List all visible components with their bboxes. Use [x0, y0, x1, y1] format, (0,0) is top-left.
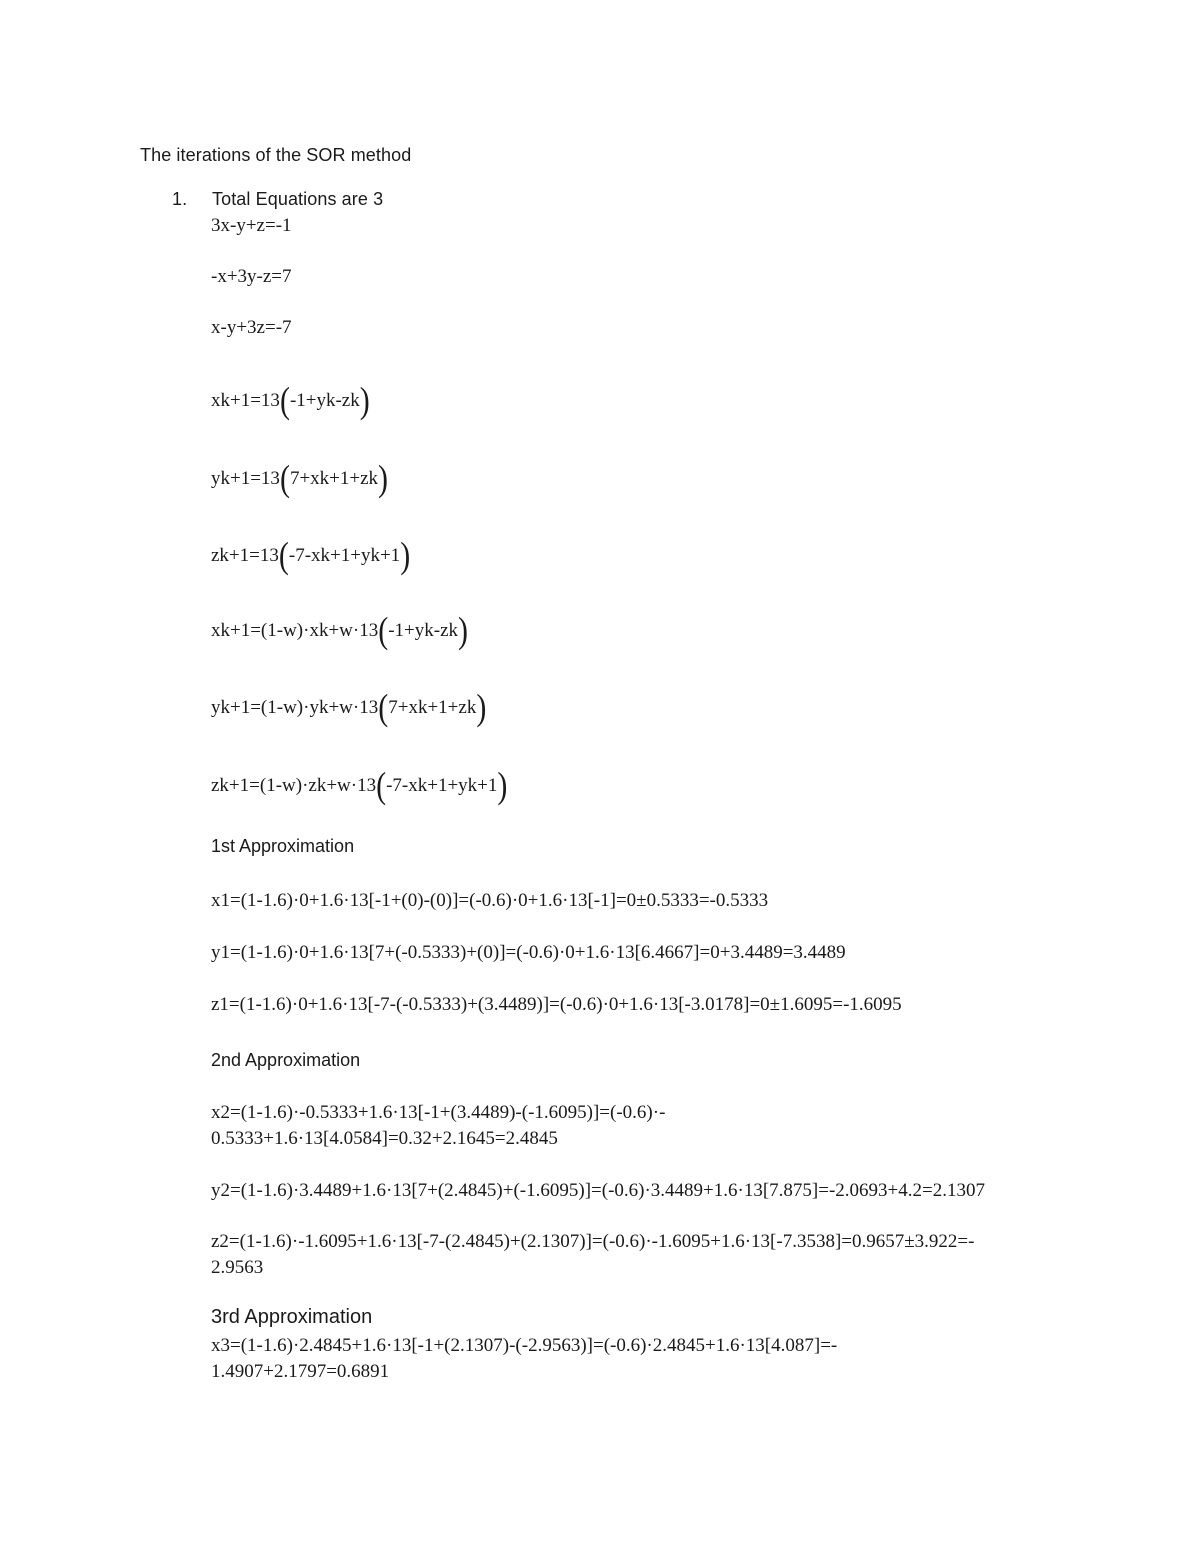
formula-lhs: yk+1=(1-w)·yk+w·13: [211, 697, 379, 718]
approx-2-x-line-2: 0.5333+1.6·13[4.0584]=0.32+2.1645=2.4845: [211, 1128, 558, 1149]
sor-formula-z: [211, 764, 508, 807]
close-paren: ): [400, 534, 411, 577]
close-paren: ): [378, 457, 389, 500]
approx-2-z-line-1: z2=(1-1.6)·-1.6095+1.6·13[-7-(2.4845)+(2.1307)]=(-0.6)·-1.6095+1.6·13[-7.3538]=0.9657±3.922=-: [211, 1231, 975, 1252]
formula-lhs: xk+1=13: [211, 390, 280, 411]
formula-inner: -1+yk-zk: [289, 390, 360, 411]
close-paren: ): [359, 379, 370, 422]
close-paren: ): [497, 764, 508, 807]
list-number: 1.: [172, 189, 188, 209]
open-paren: (: [279, 457, 290, 500]
approx-1-y: y1=(1-1.6)·0+1.6·13[7+(-0.5333)+(0)]=(-0.6)·0+1.6·13[6.4667]=0+3.4489=3.4489: [211, 942, 846, 963]
approx-2-y: y2=(1-1.6)·3.4489+1.6·13[7+(2.4845)+(-1.6095)]=(-0.6)·3.4489+1.6·13[7.875]=-2.0693+4.2=2.1307: [211, 1180, 985, 1201]
formula-inner: -7-xk+1+yk+1: [386, 775, 498, 796]
formula-inner: -7-xk+1+yk+1: [288, 545, 401, 566]
iteration-formula-y: [211, 457, 389, 500]
approx-3-x-line-1: x3=(1-1.6)·2.4845+1.6·13[-1+(2.1307)-(-2.9563)]=(-0.6)·2.4845+1.6·13[4.087]=-: [211, 1335, 838, 1356]
formula-lhs: zk+1=(1-w)·zk+w·13: [211, 775, 377, 796]
approx-2-title: 2nd Approximation: [211, 1050, 361, 1070]
close-paren: ): [458, 609, 469, 652]
open-paren: (: [378, 609, 389, 652]
approx-1-x: x1=(1-1.6)·0+1.6·13[-1+(0)-(0)]=(-0.6)·0+1.6·13[-1]=0±0.5333=-0.5333: [211, 890, 769, 911]
approx-1-z: z1=(1-1.6)·0+1.6·13[-7-(-0.5333)+(3.4489)]=(-0.6)·0+1.6·13[-3.0178]=0±1.6095=-1.6095: [211, 994, 902, 1015]
equation-3: x-y+3z=-7: [211, 317, 292, 338]
close-paren: ): [476, 686, 487, 729]
iteration-formula-z: [211, 534, 411, 577]
iteration-formula-x: [211, 379, 370, 422]
formula-lhs: xk+1=(1-w)·xk+w·13: [211, 620, 379, 641]
formula-inner: 7+xk+1+zk: [289, 468, 379, 489]
approx-2-z-line-2: 2.9563: [211, 1257, 264, 1278]
formula-inner: -1+yk-zk: [388, 620, 459, 641]
approx-3-x-line-2: 1.4907+2.1797=0.6891: [211, 1361, 390, 1382]
equation-2: -x+3y-z=7: [211, 266, 292, 287]
approx-1-title: 1st Approximation: [211, 836, 355, 856]
sor-formula-y: [211, 686, 487, 729]
list-item-text: Total Equations are 3: [212, 189, 384, 209]
formula-lhs: yk+1=13: [211, 468, 280, 489]
open-paren: (: [279, 379, 290, 422]
formula-lhs: zk+1=13: [211, 545, 279, 566]
sor-formula-x: [211, 609, 469, 652]
formula-inner: 7+xk+1+zk: [388, 697, 477, 718]
approx-2-x-line-1: x2=(1-1.6)·-0.5333+1.6·13[-1+(3.4489)-(-1.6095)]=(-0.6)·-: [211, 1102, 666, 1123]
approx-3-title: 3rd Approximation: [211, 1306, 373, 1328]
open-paren: (: [376, 764, 387, 807]
equation-1: 3x-y+z=-1: [211, 215, 292, 236]
document-heading: The iterations of the SOR method: [140, 145, 412, 165]
open-paren: (: [378, 686, 389, 729]
open-paren: (: [278, 534, 289, 577]
